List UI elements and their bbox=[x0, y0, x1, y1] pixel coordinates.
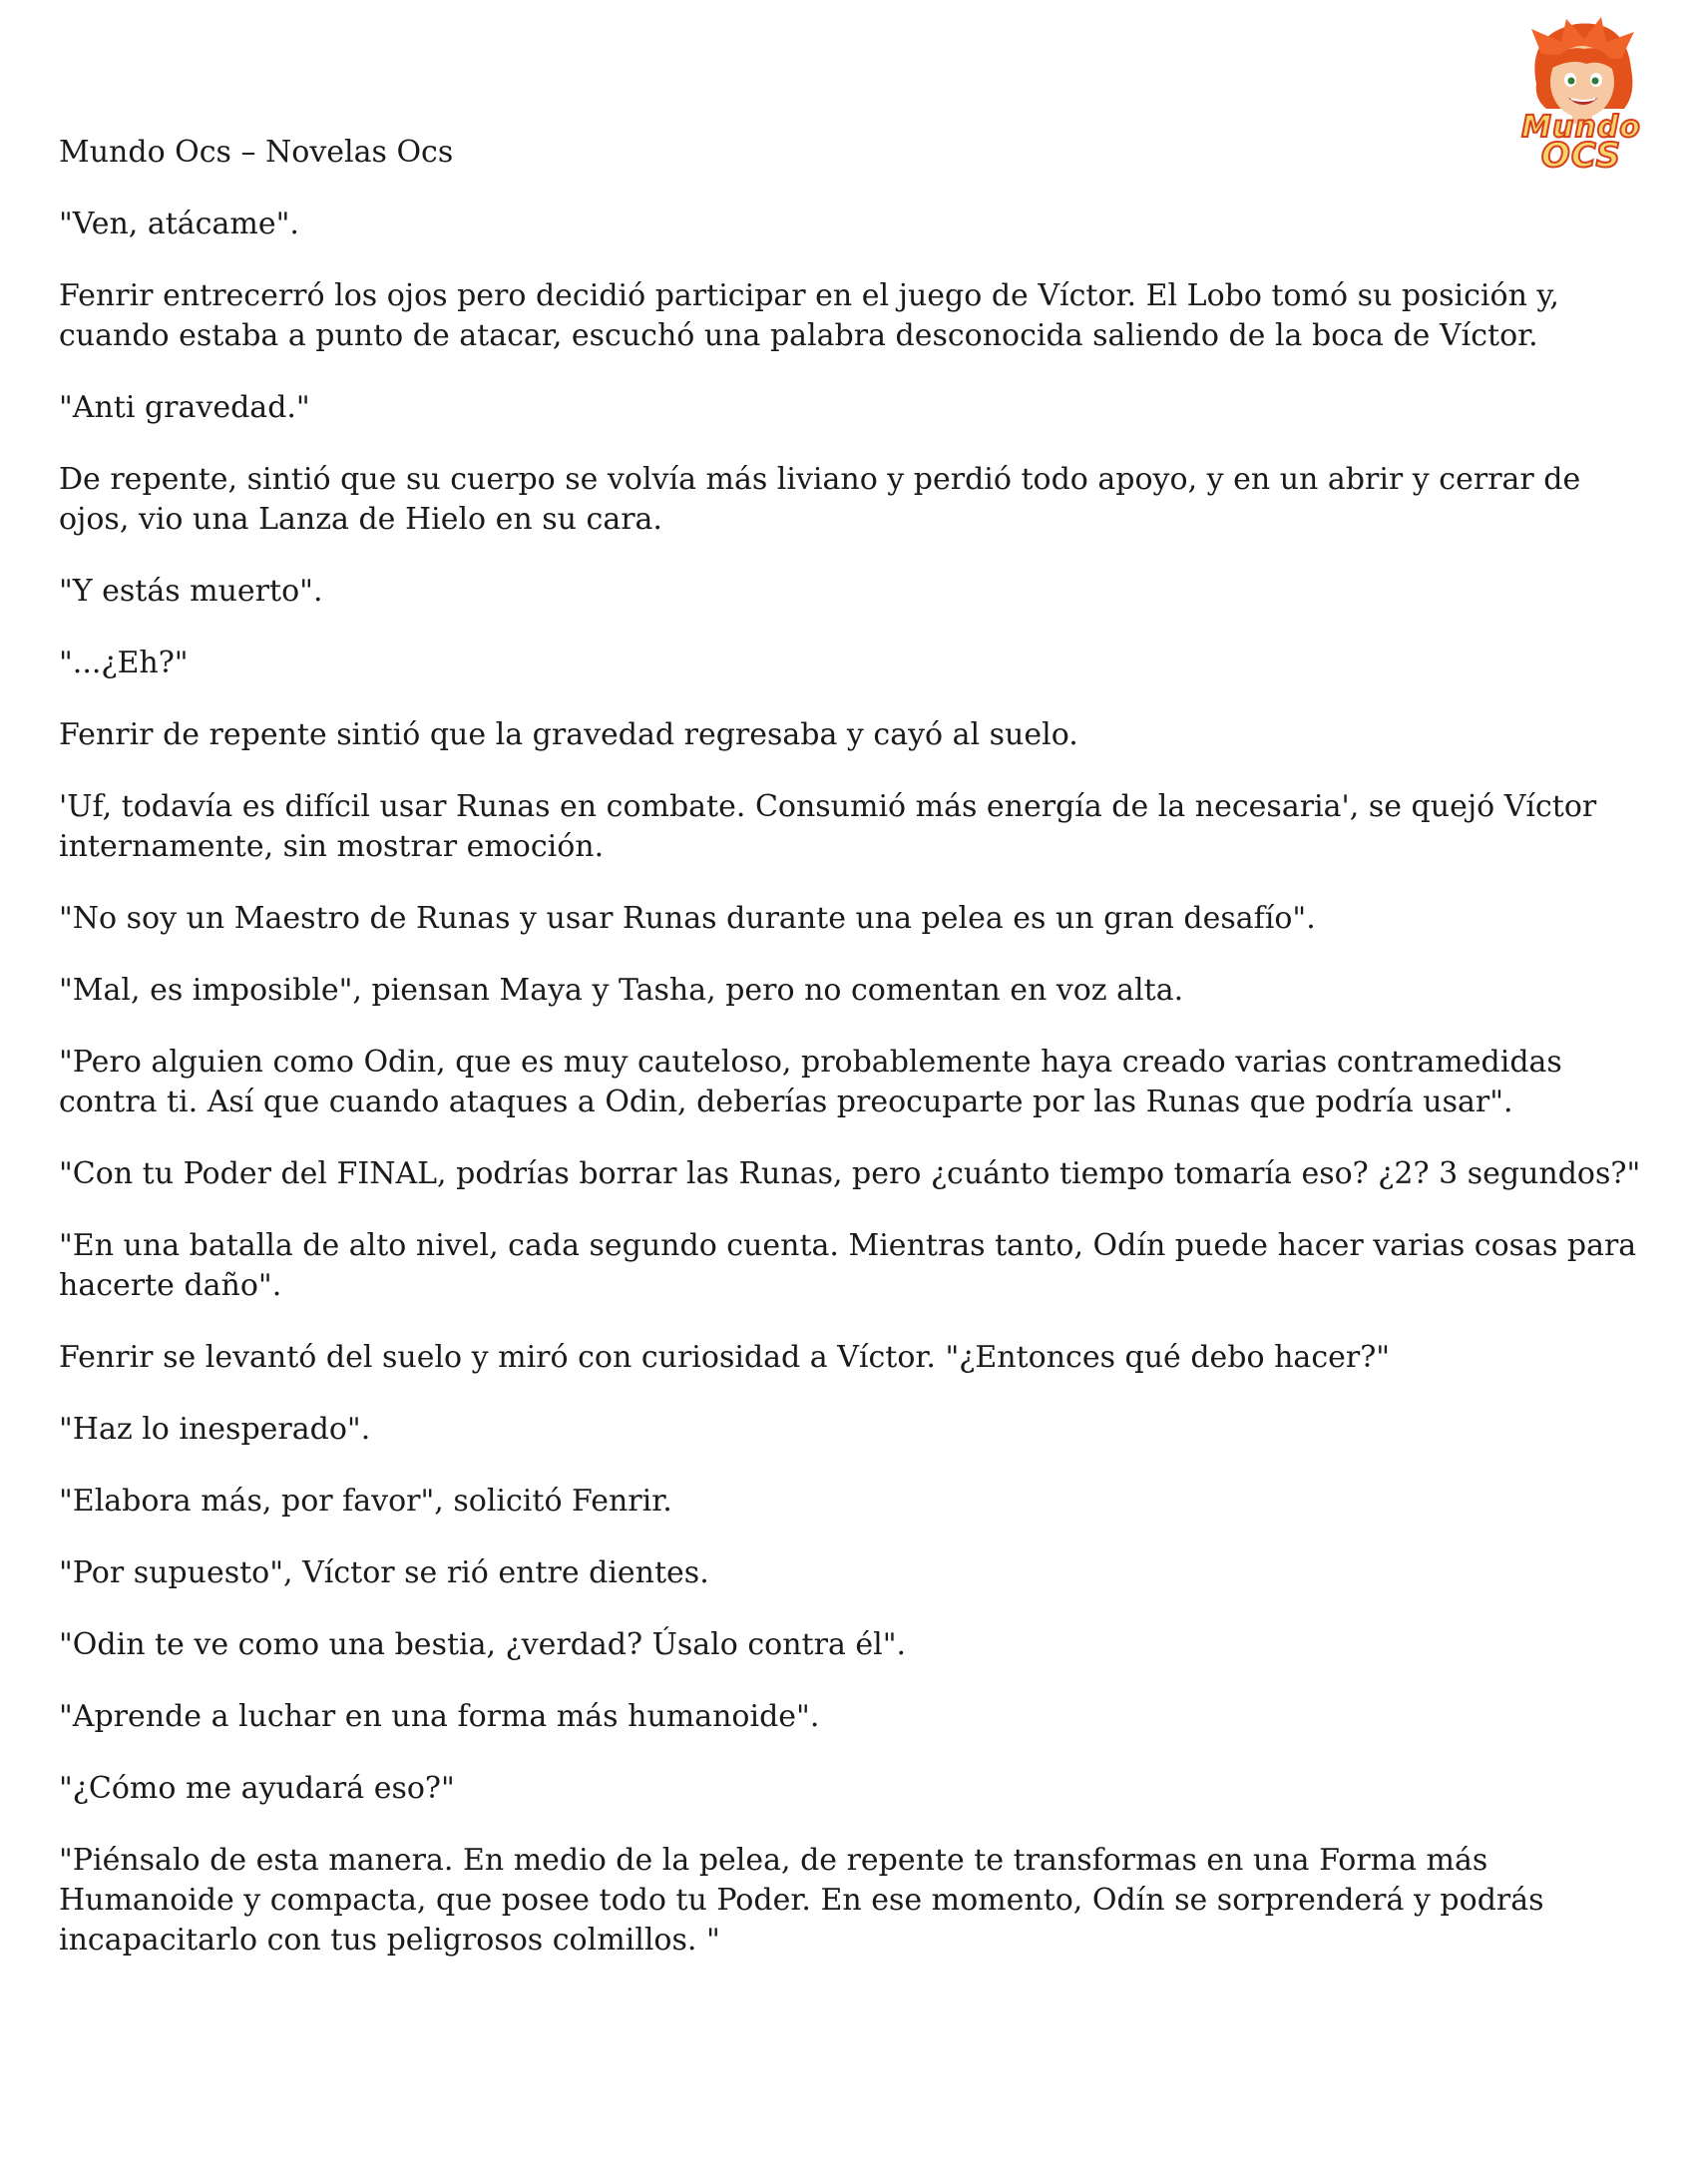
document-body bbox=[59, 133, 1655, 1992]
paragraph: "Pero alguien como Odin, que es muy cauteloso, probablemente haya creado varias contramedidas contra ti. Así que cuando ataques a Odin, deberías preocuparte por las Runas que podría usar". bbox=[59, 1045, 1562, 1119]
logo-text-ocs: OCS bbox=[1540, 136, 1622, 176]
paragraph: "Haz lo inesperado". bbox=[59, 1412, 371, 1447]
paragraph: Fenrir entrecerró los ojos pero decidió participar en el juego de Víctor. El Lobo tomó su posición y, cuando estaba a punto de atacar, escuchó una palabra desconocida saliendo de la boca de Víctor. bbox=[59, 278, 1559, 353]
paragraph: "Anti gravedad." bbox=[59, 390, 310, 425]
paragraph: "Con tu Poder del FINAL, podrías borrar las Runas, pero ¿cuánto tiempo tomaría eso? ¿2? 3 segundos?" bbox=[59, 1156, 1641, 1191]
paragraph: Fenrir de repente sintió que la gravedad regresaba y cayó al suelo. bbox=[59, 717, 1078, 752]
paragraph: De repente, sintió que su cuerpo se volvía más liviano y perdió todo apoyo, y en un abrir y cerrar de ojos, vio una Lanza de Hielo en su cara. bbox=[59, 462, 1581, 537]
paragraph: "Ven, atácame". bbox=[59, 207, 299, 241]
paragraph: "Aprende a luchar en una forma más humanoide". bbox=[59, 1699, 820, 1734]
logo-text-mundo: Mundo bbox=[1521, 110, 1641, 145]
paragraph: "Odin te ve como una bestia, ¿verdad? Úsalo contra él". bbox=[59, 1627, 907, 1662]
paragraph: 'Uf, todavía es difícil usar Runas en combate. Consumió más energía de la necesaria', se quejó Víctor internamente, sin mostrar emoción. bbox=[59, 789, 1597, 864]
paragraph: "¿Cómo me ayudará eso?" bbox=[59, 1771, 455, 1806]
paragraph: "Mal, es imposible", piensan Maya y Tasha, pero no comentan en voz alta. bbox=[59, 973, 1184, 1008]
paragraph: "No soy un Maestro de Runas y usar Runas durante una pelea es un gran desafío". bbox=[59, 901, 1316, 936]
paragraph: Fenrir se levantó del suelo y miró con curiosidad a Víctor. "¿Entonces qué debo hacer?" bbox=[59, 1340, 1391, 1375]
paragraph: "Por supuesto", Víctor se rió entre dientes. bbox=[59, 1555, 709, 1590]
paragraph: "Y estás muerto". bbox=[59, 574, 323, 609]
document-header: Mundo Ocs – Novelas Ocs bbox=[59, 135, 454, 170]
paragraph: "En una batalla de alto nivel, cada segundo cuenta. Mientras tanto, Odín puede hacer varias cosas para hacerte daño". bbox=[59, 1228, 1637, 1303]
paragraph: "...¿Eh?" bbox=[59, 646, 189, 680]
paragraph: "Elabora más, por favor", solicitó Fenrir. bbox=[59, 1484, 672, 1519]
paragraph: "Piénsalo de esta manera. En medio de la pelea, de repente te transformas en una Forma más Humanoide y compacta, que posee todo tu Poder. En ese momento, Odín se sorprenderá y podrás incapacitarlo con tus peligrosos colmillos. " bbox=[59, 1843, 1544, 1958]
